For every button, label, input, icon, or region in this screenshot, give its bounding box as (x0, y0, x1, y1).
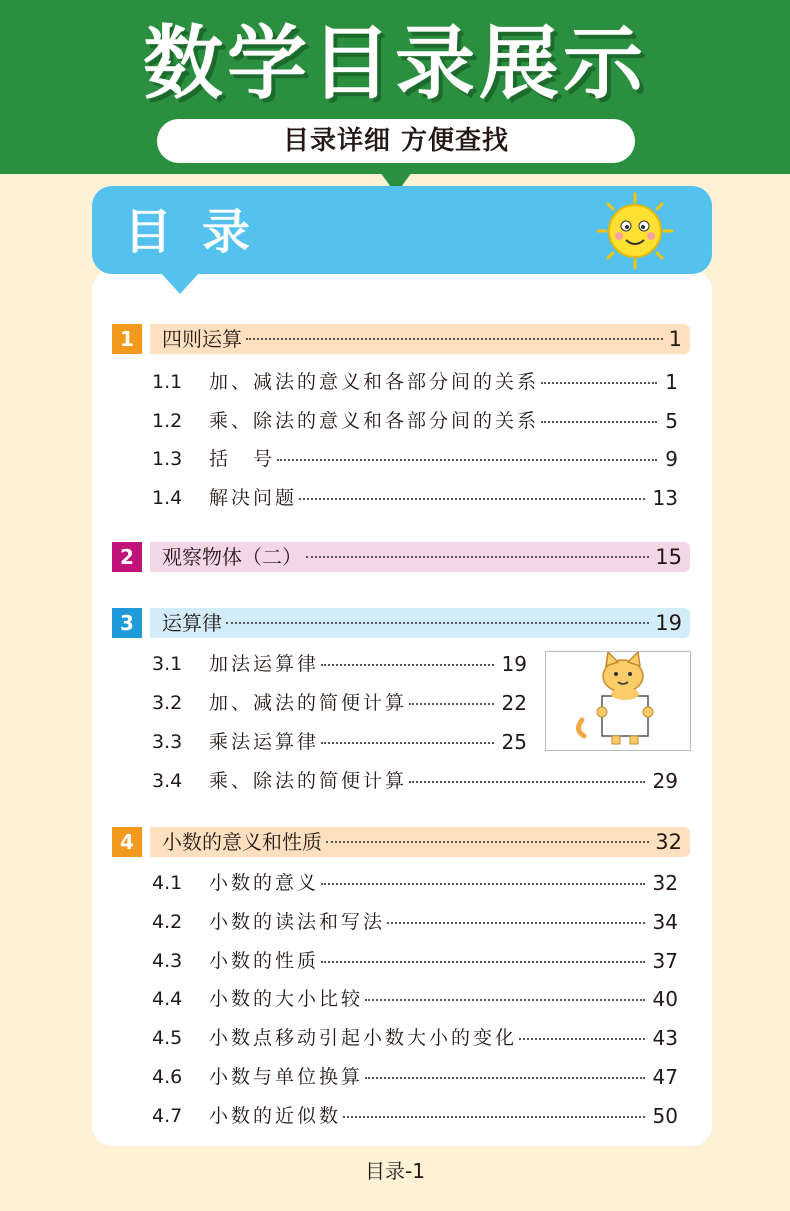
dot-leader (409, 703, 494, 705)
chapter-title: 小数的意义和性质 (162, 830, 322, 854)
chapter-page: 1 (668, 327, 682, 351)
dot-leader (321, 664, 494, 666)
chapter-row[interactable] (112, 608, 690, 638)
section-row[interactable] (152, 1023, 678, 1053)
section-row[interactable] (152, 1062, 678, 1092)
section-page: 1 (665, 370, 678, 394)
section-number: 1.4 (152, 487, 183, 509)
chapter-number: 3 (112, 608, 142, 638)
section-row[interactable] (152, 406, 678, 436)
section-number: 4.4 (152, 988, 183, 1010)
section-page: 32 (652, 871, 678, 895)
toc-header-title: 目录 (124, 204, 281, 260)
section-row[interactable] (152, 946, 678, 976)
chapter-title: 观察物体（二） (162, 545, 302, 569)
dot-leader (326, 841, 649, 843)
section-page: 50 (652, 1104, 678, 1128)
section-number: 4.7 (152, 1105, 183, 1127)
section-page: 40 (652, 987, 678, 1011)
section-number: 3.1 (152, 653, 183, 675)
section-row[interactable] (152, 649, 527, 679)
section-number: 4.2 (152, 911, 183, 933)
section-page: 22 (501, 691, 527, 715)
dot-leader (409, 781, 645, 783)
chapter-title: 运算律 (162, 611, 222, 635)
section-title: 乘、除法的意义和各部分间的关系 (209, 410, 540, 432)
chapter-number: 2 (112, 542, 142, 572)
dot-leader (321, 961, 645, 963)
chapter-title: 四则运算 (162, 327, 242, 351)
dot-leader (321, 883, 645, 885)
section-row[interactable] (152, 688, 527, 718)
section-title: 加法运算律 (209, 653, 320, 675)
section-title: 小数的大小比较 (209, 988, 364, 1010)
section-title: 小数的读法和写法 (209, 911, 386, 933)
dot-leader (321, 742, 494, 744)
section-page: 13 (652, 486, 678, 510)
section-row[interactable] (152, 766, 678, 796)
chapter-page: 32 (655, 830, 682, 854)
chapter-bar (150, 608, 690, 638)
cat-holding-sign-icon (546, 652, 690, 750)
dot-leader (277, 459, 657, 461)
chapter-number: 1 (112, 324, 142, 354)
dot-leader (519, 1038, 645, 1040)
section-title: 小数与单位换算 (209, 1066, 364, 1088)
chapter-page: 15 (655, 545, 682, 569)
section-title: 小数的性质 (209, 950, 320, 972)
section-title: 加、减法的意义和各部分间的关系 (209, 371, 540, 393)
section-number: 4.5 (152, 1027, 183, 1049)
section-number: 3.2 (152, 692, 183, 714)
dot-leader (365, 1077, 645, 1079)
section-title: 小数的意义 (209, 872, 320, 894)
section-page: 9 (665, 447, 678, 471)
chapter-bar (150, 827, 690, 857)
section-page: 29 (652, 769, 678, 793)
cat-illustration-frame (545, 651, 691, 751)
smiling-sun-icon (590, 190, 680, 272)
section-row[interactable] (152, 727, 527, 757)
section-number: 1.2 (152, 410, 183, 432)
section-row[interactable] (152, 907, 678, 937)
section-number: 3.3 (152, 731, 183, 753)
chapter-row[interactable] (112, 542, 690, 572)
banner-title: 数学目录展示 (143, 17, 647, 110)
section-page: 19 (501, 652, 527, 676)
chapter-row[interactable] (112, 324, 690, 354)
section-page: 47 (652, 1065, 678, 1089)
section-title: 小数的近似数 (209, 1105, 342, 1127)
chapter-bar (150, 324, 690, 354)
section-title: 加、减法的简便计算 (209, 692, 408, 714)
banner-subtitle: 目录详细 方便查找 (157, 119, 635, 163)
dot-leader (541, 421, 657, 423)
section-row[interactable] (152, 868, 678, 898)
section-page: 43 (652, 1026, 678, 1050)
chapter-row[interactable] (112, 827, 690, 857)
dot-leader (541, 382, 657, 384)
dot-leader (306, 556, 649, 558)
section-row[interactable] (152, 483, 678, 513)
section-title: 乘、除法的简便计算 (209, 770, 408, 792)
section-row[interactable] (152, 444, 678, 474)
section-number: 3.4 (152, 770, 183, 792)
toc-header-tail (160, 272, 200, 294)
dot-leader (365, 999, 645, 1001)
section-page: 5 (665, 409, 678, 433)
section-page: 34 (652, 910, 678, 934)
section-row[interactable] (152, 367, 678, 397)
dot-leader (387, 922, 645, 924)
section-title: 乘法运算律 (209, 731, 320, 753)
section-page: 37 (652, 949, 678, 973)
section-number: 4.3 (152, 950, 183, 972)
section-number: 1.3 (152, 448, 183, 470)
page-footer: 目录-1 (365, 1159, 425, 1183)
dot-leader (246, 338, 663, 340)
section-number: 1.1 (152, 371, 183, 393)
dot-leader (343, 1116, 645, 1118)
dot-leader (299, 498, 645, 500)
section-title: 括 号 (209, 448, 276, 470)
section-row[interactable] (152, 1101, 678, 1131)
chapter-bar (150, 542, 690, 572)
section-number: 4.6 (152, 1066, 183, 1088)
section-page: 25 (501, 730, 527, 754)
chapter-page: 19 (655, 611, 682, 635)
section-title: 解决问题 (209, 487, 298, 509)
section-row[interactable] (152, 984, 678, 1014)
section-title: 小数点移动引起小数大小的变化 (209, 1027, 518, 1049)
dot-leader (226, 622, 649, 624)
chapter-number: 4 (112, 827, 142, 857)
section-number: 4.1 (152, 872, 183, 894)
